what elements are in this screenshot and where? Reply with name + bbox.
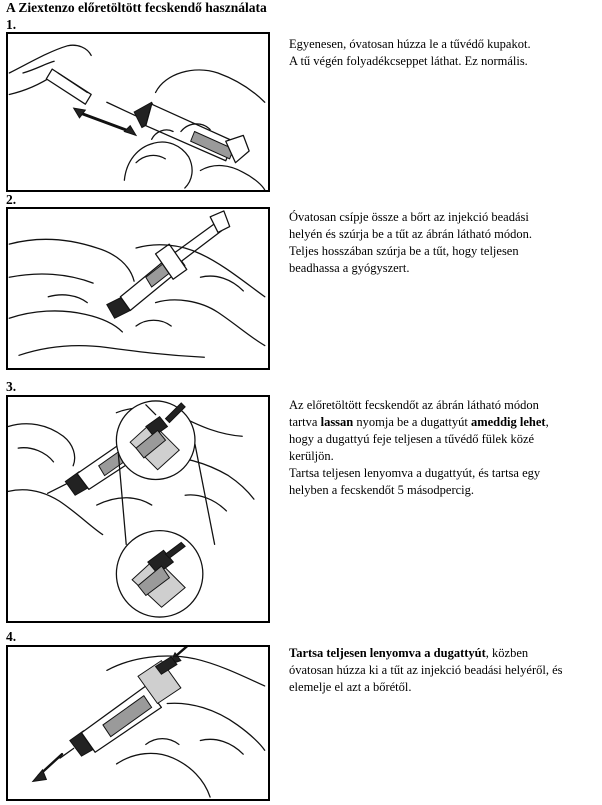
step-3-text — [289, 397, 594, 499]
step-4-line: óvatosan húzza ki a tűt az injekció beadási helyéről, és — [289, 663, 563, 677]
step-4-text — [289, 645, 594, 696]
step-2-illustration — [6, 207, 270, 370]
step-2-line: helyén és szúrja be a tűt az ábrán látható módon. — [289, 227, 532, 241]
step-3-illustration — [6, 395, 270, 623]
remove-needle-cap-drawing — [8, 34, 268, 190]
step-3-bold-as-far: ameddig lehet — [470, 415, 546, 429]
step-2-number: 2. — [6, 192, 17, 207]
step-1-line: A tű végén folyadékcseppet láthat. Ez normális. — [289, 54, 528, 68]
step-4-number: 4. — [6, 629, 17, 644]
step-4-illustration — [6, 645, 270, 801]
step-3-line: helyben a fecskendőt 5 másodpercig. — [289, 483, 475, 497]
step-3-text-part: tartva — [289, 415, 321, 429]
step-3-text-part: nyomja be a dugattyút — [353, 415, 471, 429]
step-3-line: Az előretöltött fecskendőt az ábrán látható módon — [289, 398, 539, 412]
step-2-text — [289, 209, 594, 277]
step-3-number: 3. — [6, 379, 17, 394]
step-4-text-part: , közben — [485, 646, 529, 660]
press-plunger-drawing — [8, 397, 268, 621]
step-3-line: kerüljön. — [289, 449, 334, 463]
step-1-illustration — [6, 32, 270, 192]
step-1-text — [289, 36, 594, 70]
step-2-line: Óvatosan csípje össze a bőrt az injekció beadási — [289, 210, 529, 224]
step-3-text-part: , — [545, 415, 549, 429]
withdraw-needle-drawing — [8, 647, 268, 799]
step-4-bold-hold: Tartsa teljesen lenyomva a dugattyút — [289, 646, 486, 660]
page-title: A Ziextenzo előretöltött fecskendő használata — [6, 0, 267, 15]
step-3-line: hogy a dugattyú feje teljesen a tűvédő fülek közé — [289, 432, 535, 446]
step-4-line — [289, 645, 594, 662]
step-1-line: Egyenesen, óvatosan húzza le a tűvédő kupakot. — [289, 37, 531, 51]
step-3-bold-slowly: lassan — [320, 415, 354, 429]
step-1-number: 1. — [6, 17, 17, 32]
insert-needle-drawing — [8, 209, 268, 368]
step-2-line: Teljes hosszában szúrja be a tűt, hogy teljesen — [289, 244, 519, 258]
step-3-line: Tartsa teljesen lenyomva a dugattyút, és tartsa egy — [289, 466, 541, 480]
step-4-line: elemelje el azt a bőrétől. — [289, 680, 412, 694]
step-3-line — [289, 414, 594, 431]
step-2-line: beadhassa a gyógyszert. — [289, 261, 410, 275]
